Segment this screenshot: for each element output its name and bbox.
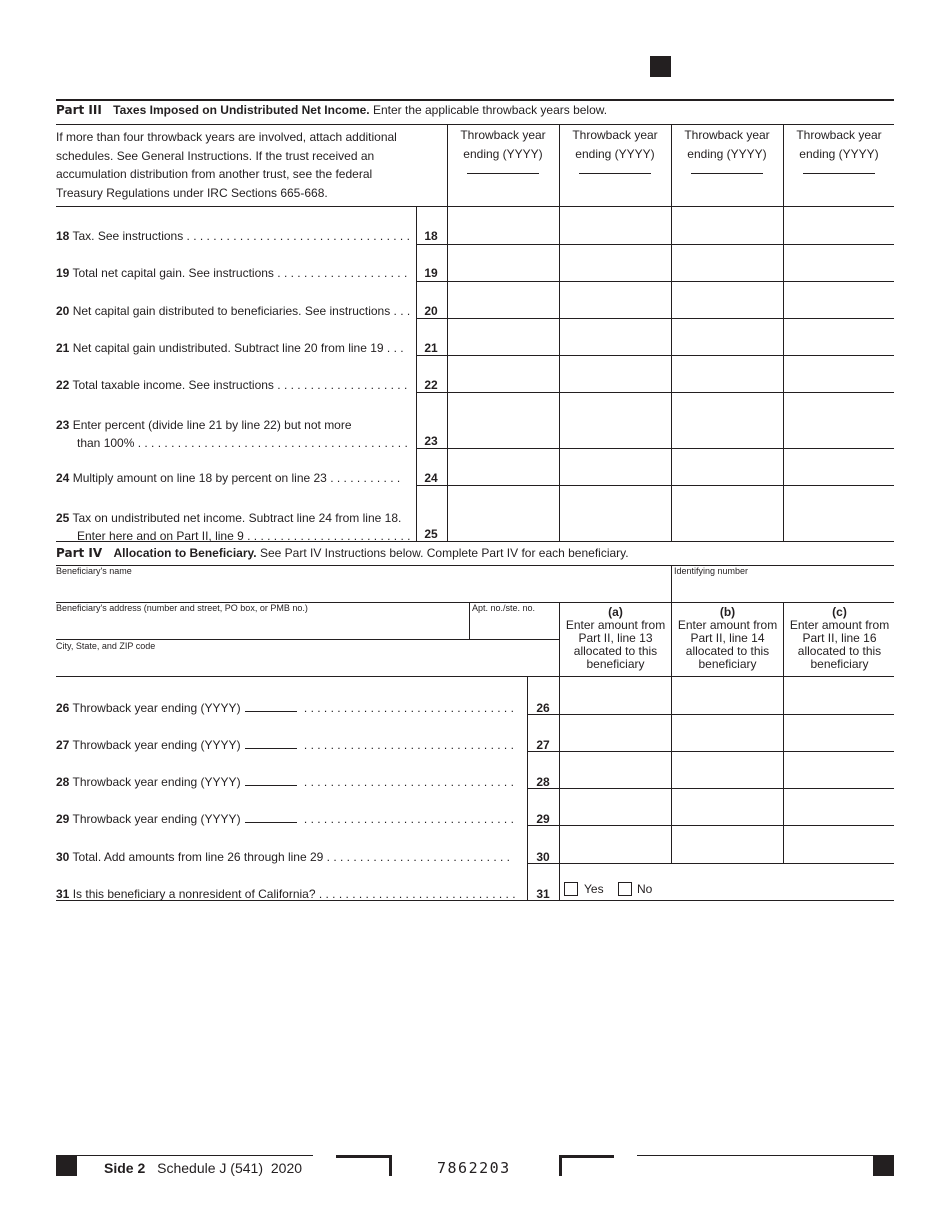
yes-checkbox[interactable] <box>564 882 578 896</box>
line-25-label: 25 Tax on undistributed net income. Subtract line 24 from line 18. Enter here and on Part II, line 9 . . . . . . . . . . . . . . . . . . . . . . . . . <box>56 511 411 543</box>
line-24-box-number: 24 <box>424 471 438 485</box>
part4-tag: Part IV <box>56 546 103 560</box>
part3-intro-line: Treasury Regulations under IRC Sections 665-668. <box>56 185 328 200</box>
line-29-year-input[interactable] <box>245 822 297 823</box>
line-25-amount-cell[interactable] <box>448 486 894 540</box>
line-20-box-number: 20 <box>424 304 438 318</box>
line-29-label: 29 Throwback year ending (YYYY) . . . . . . . . . . . . . . . . . . . . . . . . . . . . . . . . <box>56 812 514 826</box>
line-30-label: 30 Total. Add amounts from line 26 through line 29 . . . . . . . . . . . . . . . . . . . . . . . . . . . . <box>56 850 511 864</box>
line-27-box-number: 27 <box>536 738 550 752</box>
part3-intro <box>56 128 397 202</box>
line-23-box-number: 23 <box>424 434 438 448</box>
line-23-amount-cell[interactable] <box>448 393 894 448</box>
throwback-year-input[interactable] <box>803 173 875 174</box>
line-24-label: 24 Multiply amount on line 18 by percent on line 23 . . . . . . . . . . . <box>56 471 401 485</box>
part3-header <box>56 103 607 117</box>
part3-title: Taxes Imposed on Undistributed Net Income. <box>113 103 370 117</box>
line-22-label: 22 Total taxable income. See instructions . . . . . . . . . . . . . . . . . . . . <box>56 378 408 392</box>
line-26-box-number: 26 <box>536 701 550 715</box>
footer-form-info <box>104 1160 302 1176</box>
part4-instruction: See Part IV Instructions below. Complete Part IV for each beneficiary. <box>259 546 629 560</box>
no-checkbox[interactable] <box>618 882 632 896</box>
line-30-amount-cell[interactable] <box>560 826 894 863</box>
line-27-year-input[interactable] <box>245 748 297 749</box>
part4-title: Allocation to Beneficiary. <box>113 546 257 560</box>
line-18-amount-cell[interactable] <box>448 207 894 244</box>
part3-intro-line: accumulation distribution from another trust, see the federal <box>56 167 373 181</box>
city-state-zip-field[interactable] <box>56 653 558 676</box>
apt-field[interactable] <box>472 615 558 639</box>
line-31-label: 31 Is this beneficiary a nonresident of California? . . . . . . . . . . . . . . . . . . . . . . . . . . . . . . <box>56 887 516 901</box>
line-28-label: 28 Throwback year ending (YYYY) . . . . . . . . . . . . . . . . . . . . . . . . . . . . . . . . <box>56 775 514 789</box>
part3-intro-line: schedules. See General Instructions. If the trust received an <box>56 148 375 163</box>
line-19-amount-cell[interactable] <box>448 245 894 281</box>
throwback-year-input[interactable] <box>691 173 763 174</box>
line-28-year-input[interactable] <box>245 785 297 786</box>
throwback-year-column-header: Throwback year ending (YYYY) <box>448 126 558 174</box>
yes-label: Yes <box>584 882 604 896</box>
column-a-header: (a) Enter amount from Part II, line 13 allocated to this beneficiary <box>565 605 666 671</box>
line-21-amount-cell[interactable] <box>448 319 894 355</box>
line-22-amount-cell[interactable] <box>448 356 894 392</box>
line-27-amount-cell[interactable] <box>560 715 894 751</box>
throwback-year-input[interactable] <box>579 173 651 174</box>
no-label: No <box>637 882 653 896</box>
registration-mark-top <box>650 56 671 77</box>
line-28-box-number: 28 <box>536 775 550 789</box>
line-26-year-input[interactable] <box>245 711 297 712</box>
line-25-box-number: 25 <box>424 527 438 541</box>
footer-side: Side 2 <box>104 1160 146 1176</box>
line-20-label: 20 Net capital gain distributed to beneficiaries. See instructions . . . <box>56 304 411 318</box>
line-20-amount-cell[interactable] <box>448 282 894 318</box>
line-29-box-number: 29 <box>536 812 550 826</box>
beneficiary-address-label: Beneficiary's address (number and street, PO box, or PMB no.) <box>56 603 308 613</box>
footer-form-name: Schedule J (541) <box>157 1160 263 1176</box>
apt-label: Apt. no./ste. no. <box>472 603 536 613</box>
identifying-number-label: Identifying number <box>674 566 749 576</box>
column-b-header: (b) Enter amount from Part II, line 14 allocated to this beneficiary <box>677 605 778 671</box>
line-24-amount-cell[interactable] <box>448 449 894 485</box>
line-26-label: 26 Throwback year ending (YYYY) . . . . . . . . . . . . . . . . . . . . . . . . . . . . . . . . <box>56 701 514 715</box>
beneficiary-address-field[interactable] <box>56 615 468 639</box>
throwback-year-input[interactable] <box>467 173 539 174</box>
throwback-year-column-header: Throwback year ending (YYYY) <box>560 126 670 174</box>
column-c-header: (c) Enter amount from Part II, line 16 allocated to this beneficiary <box>789 605 890 671</box>
throwback-year-column-header: Throwback year ending (YYYY) <box>784 126 894 174</box>
line-28-amount-cell[interactable] <box>560 752 894 788</box>
line-31-box-number: 31 <box>536 887 550 901</box>
line-26-amount-cell[interactable] <box>560 677 894 714</box>
part3-intro-line: If more than four throwback years are involved, attach additional <box>56 130 397 144</box>
footer-form-code: 7862203 <box>437 1159 511 1177</box>
identifying-number-field[interactable] <box>674 578 894 602</box>
line-19-label: 19 Total net capital gain. See instructions . . . . . . . . . . . . . . . . . . . . <box>56 266 408 280</box>
beneficiary-name-label: Beneficiary's name <box>56 566 132 576</box>
line-19-box-number: 19 <box>424 266 438 280</box>
registration-mark-bottom-left <box>56 1155 77 1176</box>
line-30-box-number: 30 <box>536 850 550 864</box>
registration-mark-bottom-right <box>873 1155 894 1176</box>
line-27-label: 27 Throwback year ending (YYYY) . . . . . . . . . . . . . . . . . . . . . . . . . . . . . . . . <box>56 738 514 752</box>
beneficiary-name-field[interactable] <box>56 578 670 602</box>
footer-year: 2020 <box>270 1160 303 1176</box>
line-18-label: 18 Tax. See instructions . . . . . . . . . . . . . . . . . . . . . . . . . . . . . . . . . . <box>56 229 410 243</box>
line-18-box-number: 18 <box>424 229 438 243</box>
throwback-year-column-header: Throwback year ending (YYYY) <box>672 126 782 174</box>
part4-header <box>56 546 629 560</box>
line-22-box-number: 22 <box>424 378 438 392</box>
part3-instruction: Enter the applicable throwback years below. <box>372 103 608 117</box>
city-state-zip-label: City, State, and ZIP code <box>56 641 156 651</box>
line-23-label: 23 Enter percent (divide line 21 by line 22) but not more than 100% . . . . . . . . . . . . . . . . . . . . . . . . . . . . . . . . . . . . . . . . . <box>56 418 408 450</box>
line-21-box-number: 21 <box>424 341 438 355</box>
line-21-label: 21 Net capital gain undistributed. Subtract line 20 from line 19 . . . <box>56 341 404 355</box>
line-29-amount-cell[interactable] <box>560 789 894 825</box>
part3-tag: Part III <box>56 103 102 117</box>
